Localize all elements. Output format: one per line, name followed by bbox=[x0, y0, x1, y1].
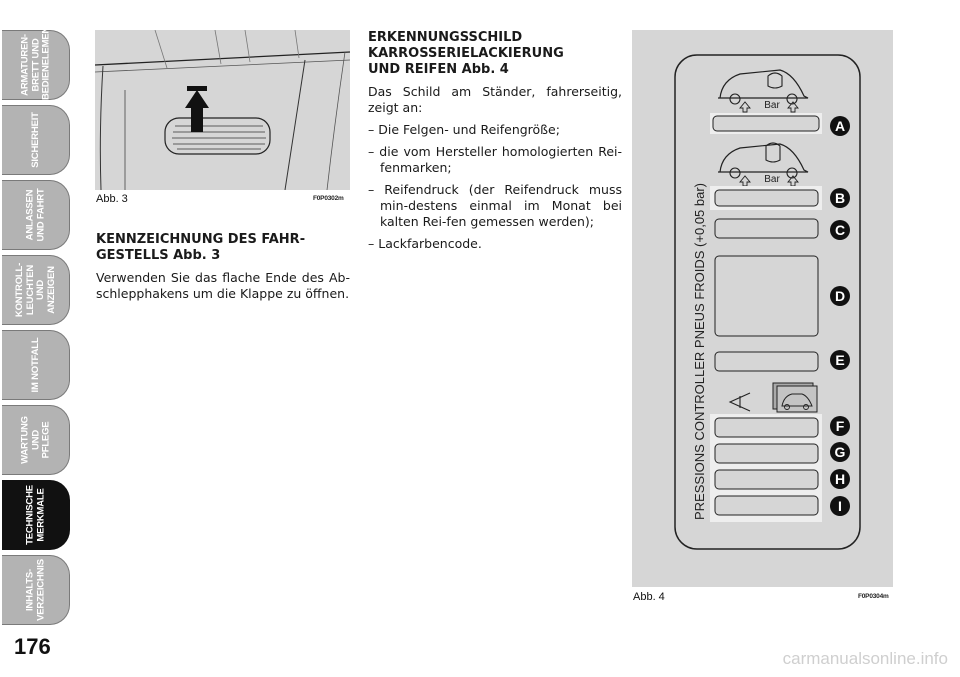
tab-wartung[interactable] bbox=[2, 405, 70, 475]
bar-label: Bar bbox=[764, 100, 780, 111]
svg-text:B: B bbox=[834, 190, 846, 206]
svg-text:D: D bbox=[834, 288, 846, 304]
list-item: – Die Felgen- und Reifengröße; bbox=[368, 122, 560, 137]
section-heading-chassis: KENNZEICHNUNG DES FAHR- GESTELLS Abb. 3 bbox=[96, 232, 306, 263]
paint-swatch-icon bbox=[773, 383, 817, 412]
tab-label: ANLASSEN UND FAHRT bbox=[24, 188, 46, 242]
svg-text:I: I bbox=[838, 498, 842, 514]
tab-sicherheit[interactable] bbox=[2, 105, 70, 175]
right-text-column bbox=[368, 30, 622, 258]
svg-text:G: G bbox=[834, 444, 846, 460]
figure-3-caption: Abb. 3 bbox=[96, 193, 128, 205]
tyre-pressure-plate bbox=[632, 30, 893, 587]
letter-badge-i bbox=[830, 496, 850, 516]
tab-label: TECHNISCHE MERKMALE bbox=[24, 485, 46, 545]
svg-text:C: C bbox=[834, 222, 846, 238]
bar-label: Bar bbox=[764, 174, 780, 185]
svg-text:E: E bbox=[835, 352, 845, 368]
tab-label: IM NOTFALL bbox=[29, 337, 41, 393]
letter-badge-e bbox=[830, 350, 850, 370]
letter-badge-g bbox=[830, 442, 850, 462]
svg-text:F: F bbox=[835, 418, 845, 434]
hood-chassis-illustration bbox=[95, 30, 350, 190]
tab-inhaltsverzeichnis[interactable] bbox=[2, 555, 70, 625]
tab-label: KONTROLL- LEUCHTEN UND ANZEIGEN bbox=[13, 262, 56, 318]
tab-label: WARTUNG UND PFLEGE bbox=[18, 416, 51, 464]
figure-3-illustration bbox=[95, 30, 350, 190]
tab-label: ARMATUREN- BRETT UND BEDIENELEMENTE bbox=[18, 15, 51, 100]
svg-text:A: A bbox=[834, 118, 846, 134]
list-item: – Lackfarbencode. bbox=[368, 236, 482, 251]
tab-anlassen[interactable] bbox=[2, 180, 70, 250]
list-item: – die vom Hersteller homologierten Rei-fenmarken; bbox=[368, 144, 622, 175]
section-heading-plate: ERKENNUNGSSCHILD KARROSSERIELACKIERUNG UND REIFEN Abb. 4 bbox=[368, 30, 564, 77]
tab-kontrollleuchten[interactable] bbox=[2, 255, 70, 325]
letter-badge-h bbox=[830, 469, 850, 489]
figure-3-code: F0P0302m bbox=[313, 195, 344, 202]
tab-label: INHALTS- VERZEICHNIS bbox=[24, 559, 46, 621]
letter-badge-d bbox=[830, 286, 850, 306]
tab-label: SICHERHEIT bbox=[29, 112, 41, 168]
figure-4-code: F0P0304m bbox=[858, 593, 889, 600]
tab-armaturenbrett[interactable] bbox=[2, 15, 70, 100]
svg-text:H: H bbox=[834, 471, 846, 487]
chassis-paragraph: Verwenden Sie das flache Ende des Ab-schlepphakens um die Klappe zu öffnen. bbox=[96, 270, 350, 301]
figure-4-illustration bbox=[632, 30, 893, 587]
letter-badge-a bbox=[830, 116, 850, 136]
letter-badge-f bbox=[830, 416, 850, 436]
tab-technische-merkmale[interactable] bbox=[2, 480, 70, 550]
tab-im-notfall[interactable] bbox=[2, 330, 70, 400]
plate-intro: Das Schild am Ständer, fahrerseitig, zeigt an: bbox=[368, 84, 622, 115]
figure-4-caption: Abb. 4 bbox=[633, 591, 665, 603]
left-text-column bbox=[96, 232, 350, 308]
pressure-vertical-text: PRESSIONS CONTROLLER PNEUS FROIDS (+0,05 bar) bbox=[692, 182, 707, 520]
list-item: – Reifendruck (der Reifendruck muss min-destens einmal im Monat bei kalten Rei-fen gemessen werden); bbox=[368, 182, 622, 229]
watermark: carmanualsonline.info bbox=[782, 649, 948, 668]
letter-badge-b bbox=[830, 188, 850, 208]
letter-badge-c bbox=[830, 220, 850, 240]
page-number: 176 bbox=[14, 634, 51, 659]
